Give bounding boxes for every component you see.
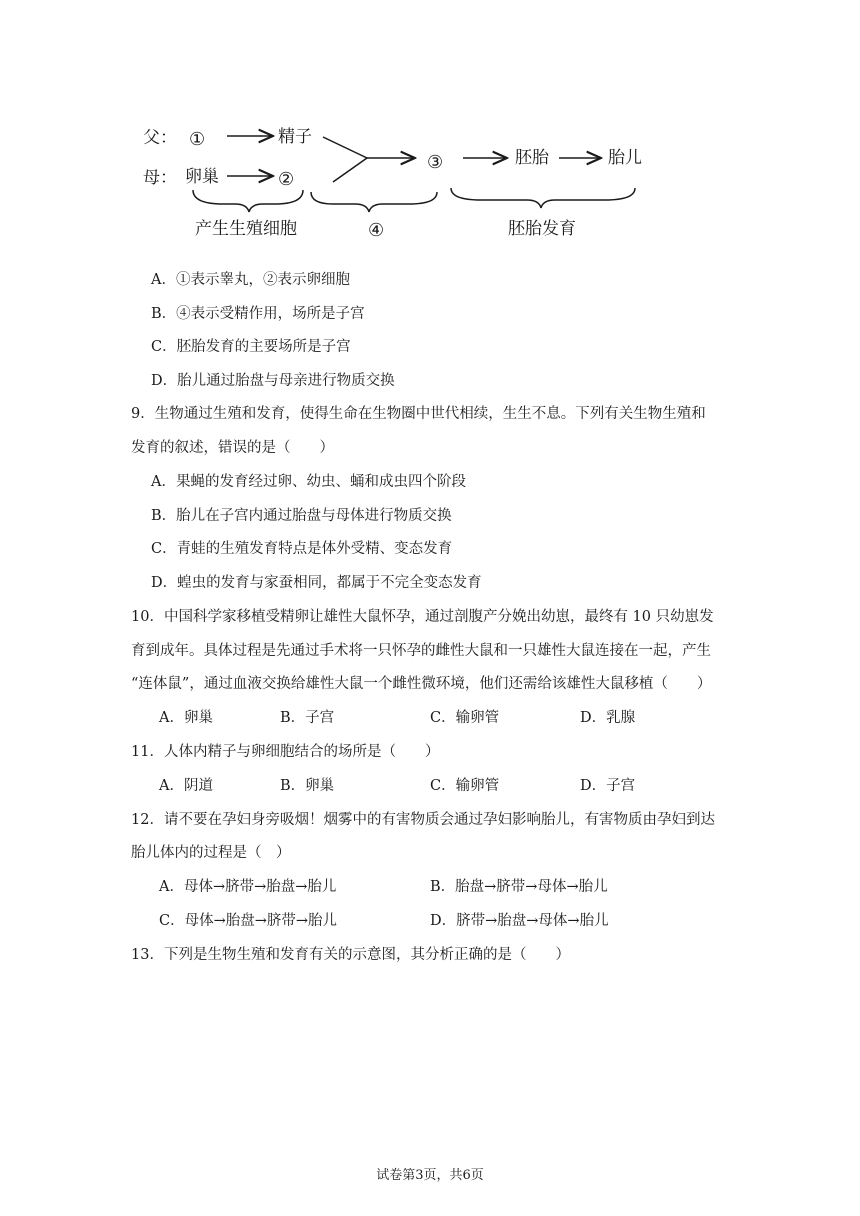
merge-line-top [323, 137, 367, 158]
q9-option-b: B．胎儿在子宫内通过胎盘与母体进行物质交换 [151, 508, 452, 524]
q10-stem-line3: “连体鼠”，通过血液交换给雄性大鼠一个雌性微环境，他们还需给该雄性大鼠移植（ ） [131, 676, 712, 692]
q9-option-c: C．青蛙的生殖发育特点是体外受精、变态发育 [151, 541, 453, 557]
q11-option-a: A．阴道 [159, 778, 213, 794]
node-4: ④ [368, 220, 385, 241]
q12-stem-line2: 胎儿体内的过程是（ ） [131, 845, 291, 861]
stage-develop-label: 胚胎发育 [508, 219, 576, 239]
q10-stem-line1: 10．中国科学家移植受精卵让雄性大鼠怀孕，通过剖腹产分娩出幼崽，最终有 10 只幼崽发 [131, 609, 714, 625]
q10-option-a: A．卵巢 [159, 710, 213, 726]
node-1: ① [189, 129, 206, 150]
page-footer: 试卷第3页，共6页 [376, 1168, 484, 1183]
q12-stem-line1: 12．请不要在孕妇身旁吸烟！烟雾中的有害物质会通过孕妇影响胎儿，有害物质由孕妇到达 [131, 812, 715, 828]
q11-stem: 11．人体内精子与卵细胞结合的场所是（ ） [131, 744, 440, 760]
q9-stem-line1: 9．生物通过生殖和发育，使得生命在生物圈中世代相续，生生不息。下列有关生物生殖和 [131, 406, 706, 422]
q9-stem-line2: 发育的叙述，错误的是（ ） [131, 440, 334, 456]
q10-option-c: C．输卵管 [430, 710, 500, 726]
embryo-label: 胚胎 [515, 148, 549, 168]
q11-option-b: B．卵巢 [280, 778, 335, 794]
reproduction-flow-diagram [135, 112, 675, 247]
q9-option-d: D．蝗虫的发育与家蚕相同，都属于不完全变态发育 [151, 575, 482, 591]
q12-option-b: B．胎盘→脐带→母体→胎儿 [430, 879, 608, 895]
q10-option-b: B．子宫 [280, 710, 335, 726]
brace-4 [311, 192, 437, 212]
q10-stem-line2: 育到成年。具体过程是先通过手术将一只怀孕的雌性大鼠和一只雄性大鼠连接在一起，产生 [131, 643, 711, 659]
q11-option-c: C．输卵管 [430, 778, 500, 794]
father-label: 父： [143, 128, 177, 148]
q12-option-c: C．母体→胎盘→脐带→胎儿 [159, 913, 338, 929]
q10-option-d: D．乳腺 [580, 710, 636, 726]
q13-stem: 13．下列是生物生殖和发育有关的示意图，其分析正确的是（ ） [131, 947, 570, 963]
stage-produce-label: 产生生殖细胞 [195, 219, 297, 239]
mother-label: 母： [143, 168, 177, 188]
q8-option-b: B．④表示受精作用，场所是子宫 [151, 306, 365, 322]
q12-option-d: D．脐带→胎盘→母体→胎儿 [430, 913, 609, 929]
ovary-label: 卵巢 [185, 167, 219, 187]
brace-produce-cells [193, 190, 303, 212]
node-3: ③ [427, 152, 444, 173]
fetus-label: 胎儿 [608, 148, 642, 168]
q9-option-a: A．果蝇的发育经过卵、幼虫、蛹和成虫四个阶段 [151, 474, 466, 490]
q8-option-c: C．胚胎发育的主要场所是子宫 [151, 339, 351, 355]
brace-embryo-development [451, 188, 635, 208]
q12-option-a: A．母体→脐带→胎盘→胎儿 [159, 879, 337, 895]
q8-option-d: D．胎儿通过胎盘与母亲进行物质交换 [151, 373, 395, 389]
node-2: ② [278, 169, 295, 190]
sperm-label: 精子 [278, 127, 312, 147]
merge-line-bottom [333, 158, 367, 182]
q8-option-a: A．①表示睾丸，②表示卵细胞 [151, 272, 350, 288]
q11-option-d: D．子宫 [580, 778, 636, 794]
